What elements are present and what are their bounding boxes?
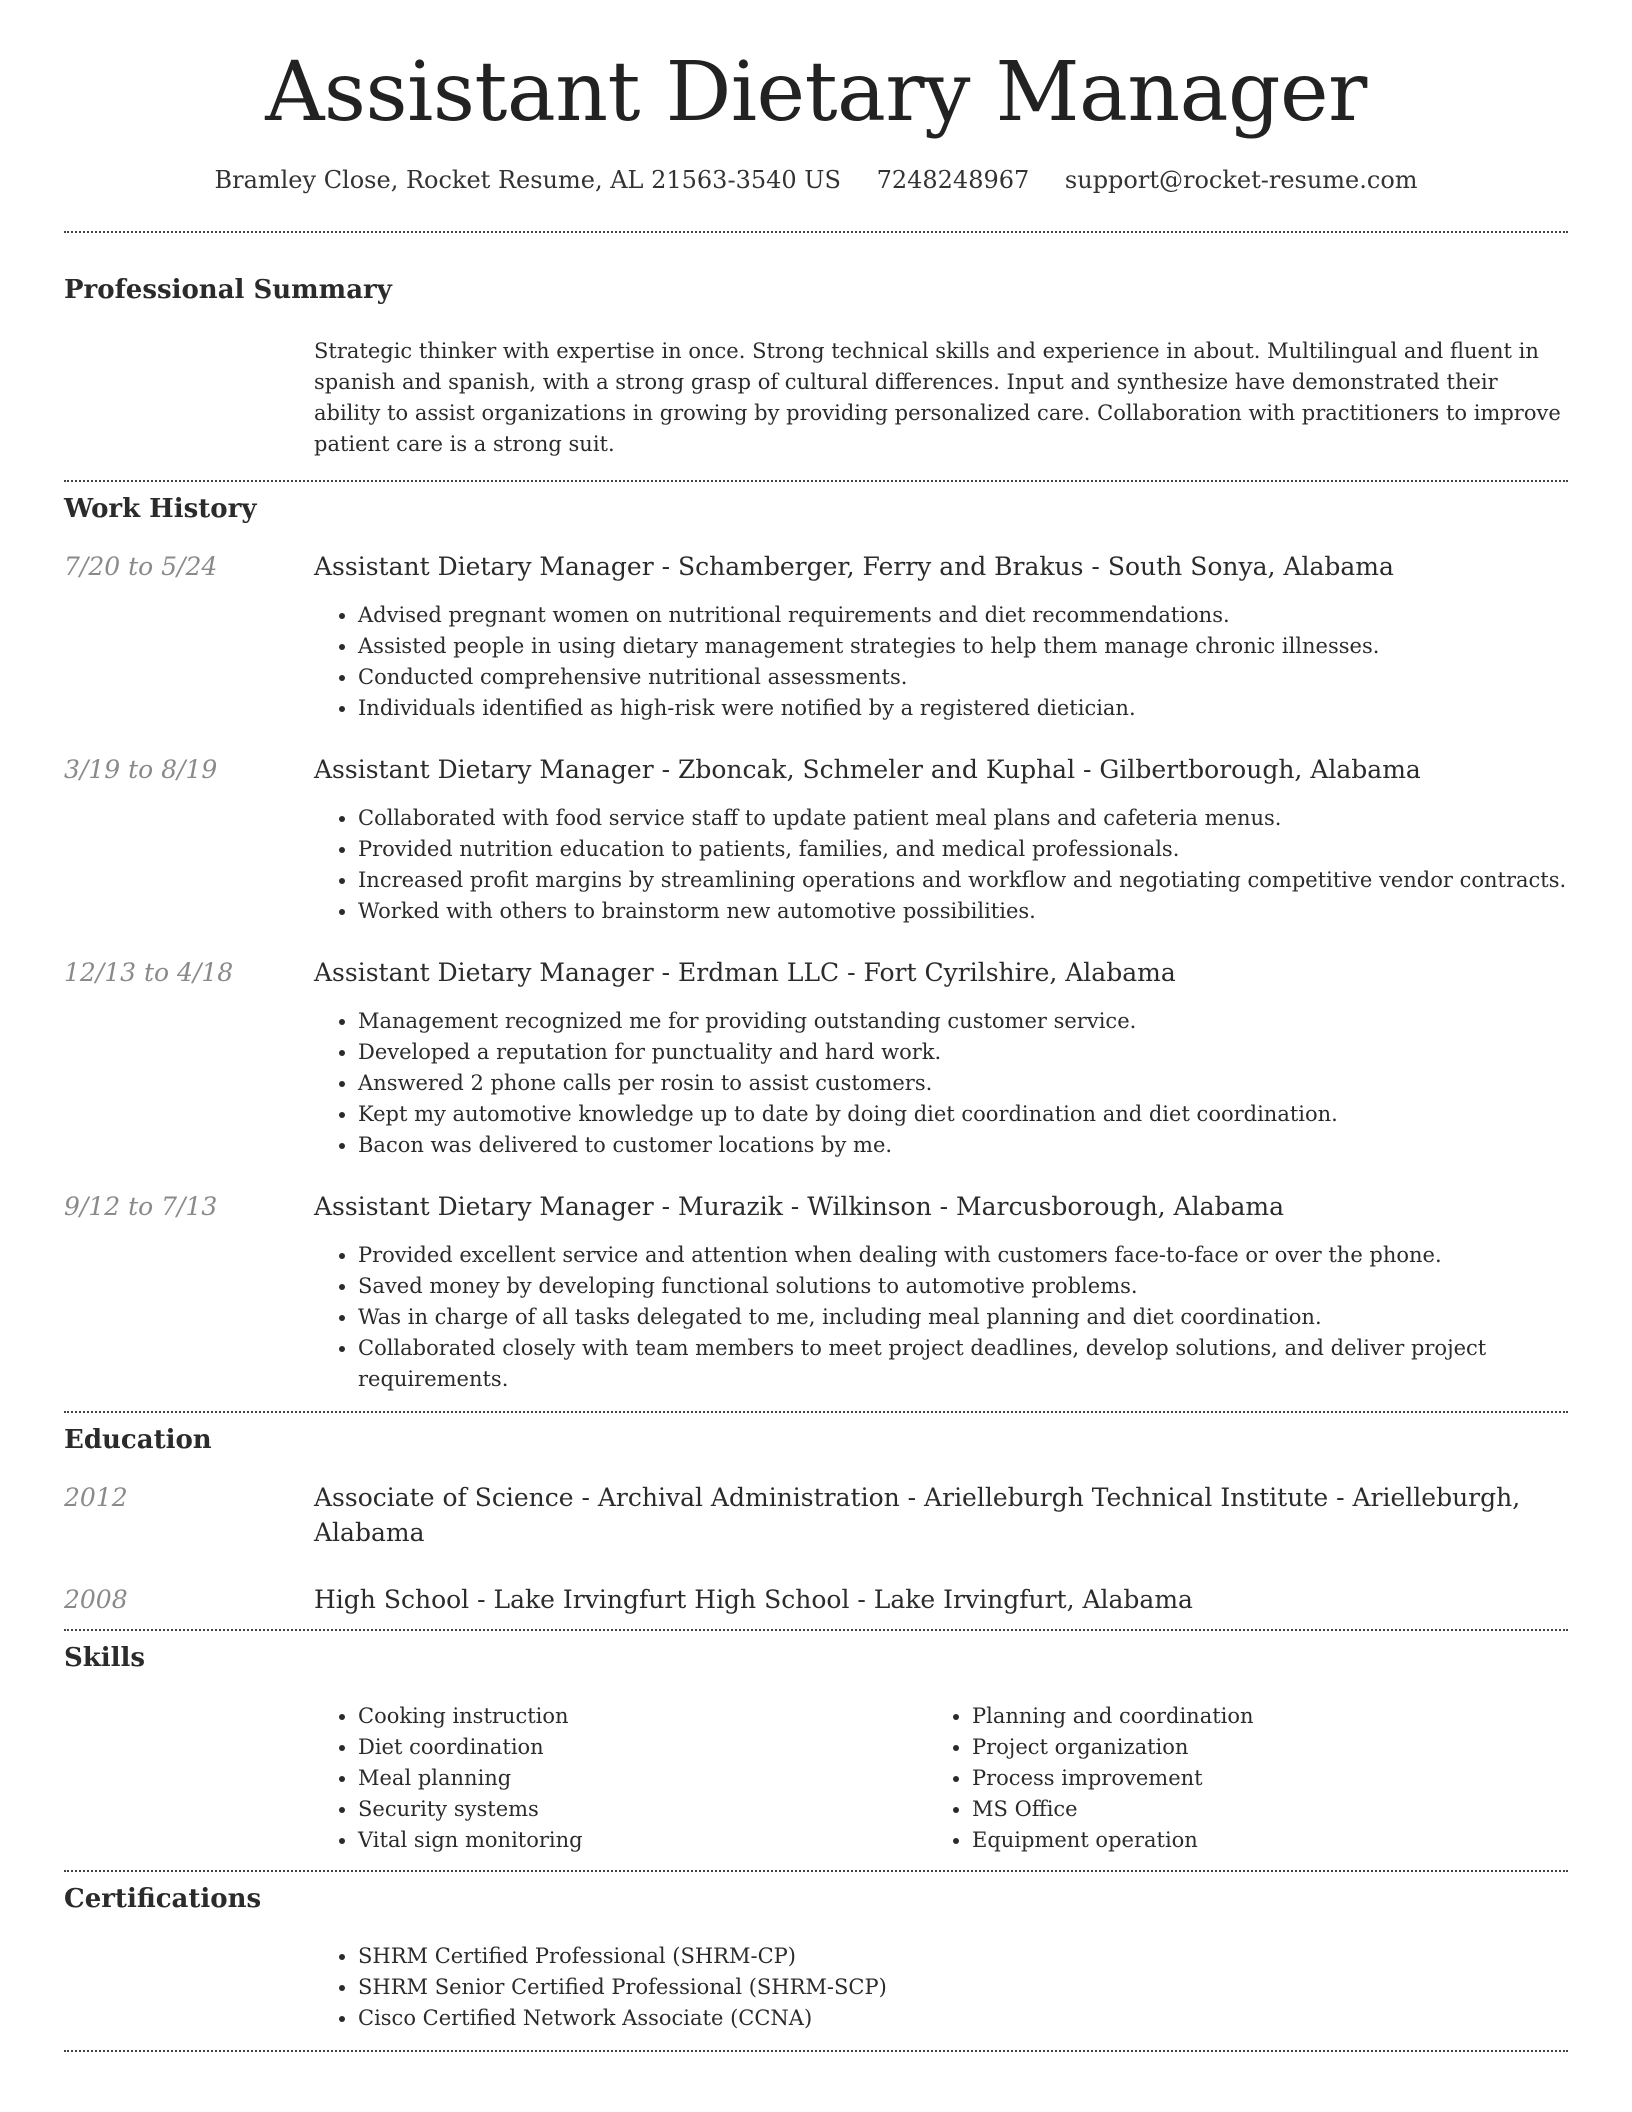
list-item: • Planning and coordination [972, 1701, 1568, 1732]
list-item: • Security systems [358, 1794, 928, 1825]
job-bullets [314, 803, 1568, 927]
job-bullets [314, 1240, 1568, 1395]
list-item: • Management recognized me for providing outstanding customer service. [358, 1006, 1568, 1037]
list-item: • Provided nutrition education to patients, families, and medical professionals. [358, 834, 1568, 865]
section-title-certifications: Certifications [64, 1883, 262, 1914]
contact-line [64, 166, 1568, 195]
summary-text: Strategic thinker with expertise in once. Strong technical skills and experience in about. Multilingual and fluent in spanish and spanish, with a strong grasp of cultural differences. Input and synthesize have demonstrated their ability to assist organizations in growing by providing personalized care. Collaboration with practitioners to improve patient care is a strong suit. [314, 339, 1561, 457]
job-date: 7/20 to 5/24 [64, 552, 218, 582]
certifications-list [314, 1941, 1568, 2034]
list-item: • Vital sign monitoring [358, 1825, 928, 1856]
job-bullets [314, 1006, 1568, 1161]
contact-phone: 7248248967 [876, 166, 1030, 195]
job-title: Assistant Dietary Manager - Murazik - Wilkinson - Marcusborough, Alabama [314, 1192, 1285, 1222]
job-entry [64, 1189, 1568, 1395]
list-item: • Assisted people in using dietary management strategies to help them manage chronic illnesses. [358, 631, 1568, 662]
section-title-education: Education [64, 1425, 212, 1456]
list-item: • Worked with others to brainstorm new automotive possibilities. [358, 896, 1568, 927]
list-item: • Provided excellent service and attention when dealing with customers face-to-face or over the phone. [358, 1240, 1568, 1271]
list-item: • Cisco Certified Network Associate (CCNA) [358, 2003, 1568, 2034]
education-entry [64, 1480, 1568, 1550]
education-title: High School - Lake Irvingfurt High School - Lake Irvingfurt, Alabama [314, 1585, 1193, 1615]
job-entry [64, 752, 1568, 927]
list-item: • Saved money by developing functional solutions to automotive problems. [358, 1271, 1568, 1302]
list-item: • Diet coordination [358, 1732, 928, 1763]
summary-section [64, 233, 1568, 480]
contact-address: Bramley Close, Rocket Resume, AL 21563-3540 US [214, 166, 841, 195]
list-item: • Process improvement [972, 1763, 1568, 1794]
job-entry [64, 549, 1568, 724]
job-bullets [314, 600, 1568, 724]
job-title: Assistant Dietary Manager - Schamberger, Ferry and Brakus - South Sonya, Alabama [314, 552, 1394, 582]
job-date: 3/19 to 8/19 [64, 755, 218, 785]
list-item: • Collaborated closely with team members to meet project deadlines, develop solutions, and deliver project requirements. [358, 1333, 1568, 1395]
list-item: • Equipment operation [972, 1825, 1568, 1856]
job-date: 9/12 to 7/13 [64, 1192, 218, 1222]
list-item: • Was in charge of all tasks delegated to me, including meal planning and diet coordination. [358, 1302, 1568, 1333]
skills-list-right [928, 1701, 1568, 1856]
list-item: • Conducted comprehensive nutritional assessments. [358, 662, 1568, 693]
section-title-work: Work History [64, 494, 257, 525]
education-section [64, 1413, 1568, 1629]
education-title: Associate of Science - Archival Administration - Arielleburgh Technical Institute - Arielleburgh, Alabama [314, 1483, 1521, 1548]
list-item: • Answered 2 phone calls per rosin to assist customers. [358, 1068, 1568, 1099]
education-date: 2012 [64, 1483, 128, 1513]
skills-section [64, 1631, 1568, 1869]
skills-grid [314, 1701, 1568, 1856]
job-title: Assistant Dietary Manager - Zboncak, Schmeler and Kuphal - Gilbertborough, Alabama [314, 755, 1421, 785]
education-entry [64, 1582, 1568, 1617]
list-item: • Increased profit margins by streamlining operations and workflow and negotiating competitive vendor contracts. [358, 865, 1568, 896]
education-date: 2008 [64, 1585, 128, 1615]
list-item: • Developed a reputation for punctuality and hard work. [358, 1037, 1568, 1068]
work-section [64, 482, 1568, 1411]
list-item: • Project organization [972, 1732, 1568, 1763]
list-item: • Cooking instruction [358, 1701, 928, 1732]
list-item: • Meal planning [358, 1763, 928, 1794]
certifications-section [64, 1872, 1568, 2050]
contact-email: support@rocket-resume.com [1064, 166, 1418, 195]
section-title-skills: Skills [64, 1643, 146, 1674]
list-item: • Kept my automotive knowledge up to date by doing diet coordination and diet coordination. [358, 1099, 1568, 1130]
job-entry [64, 955, 1568, 1161]
list-item: • Advised pregnant women on nutritional requirements and diet recommendations. [358, 600, 1568, 631]
job-date: 12/13 to 4/18 [64, 958, 234, 988]
list-item: • SHRM Certified Professional (SHRM-CP) [358, 1941, 1568, 1972]
list-item: • Bacon was delivered to customer locations by me. [358, 1130, 1568, 1161]
divider [64, 2050, 1568, 2052]
list-item: • SHRM Senior Certified Professional (SHRM-SCP) [358, 1972, 1568, 2003]
resume-name: Assistant Dietary Manager [265, 45, 1367, 140]
section-title-summary: Professional Summary [64, 274, 392, 305]
list-item: • MS Office [972, 1794, 1568, 1825]
skills-list-left [314, 1701, 928, 1856]
list-item: • Collaborated with food service staff to update patient meal plans and cafeteria menus. [358, 803, 1568, 834]
list-item: • Individuals identified as high-risk were notified by a registered dietician. [358, 693, 1568, 724]
job-title: Assistant Dietary Manager - Erdman LLC - Fort Cyrilshire, Alabama [314, 958, 1176, 988]
